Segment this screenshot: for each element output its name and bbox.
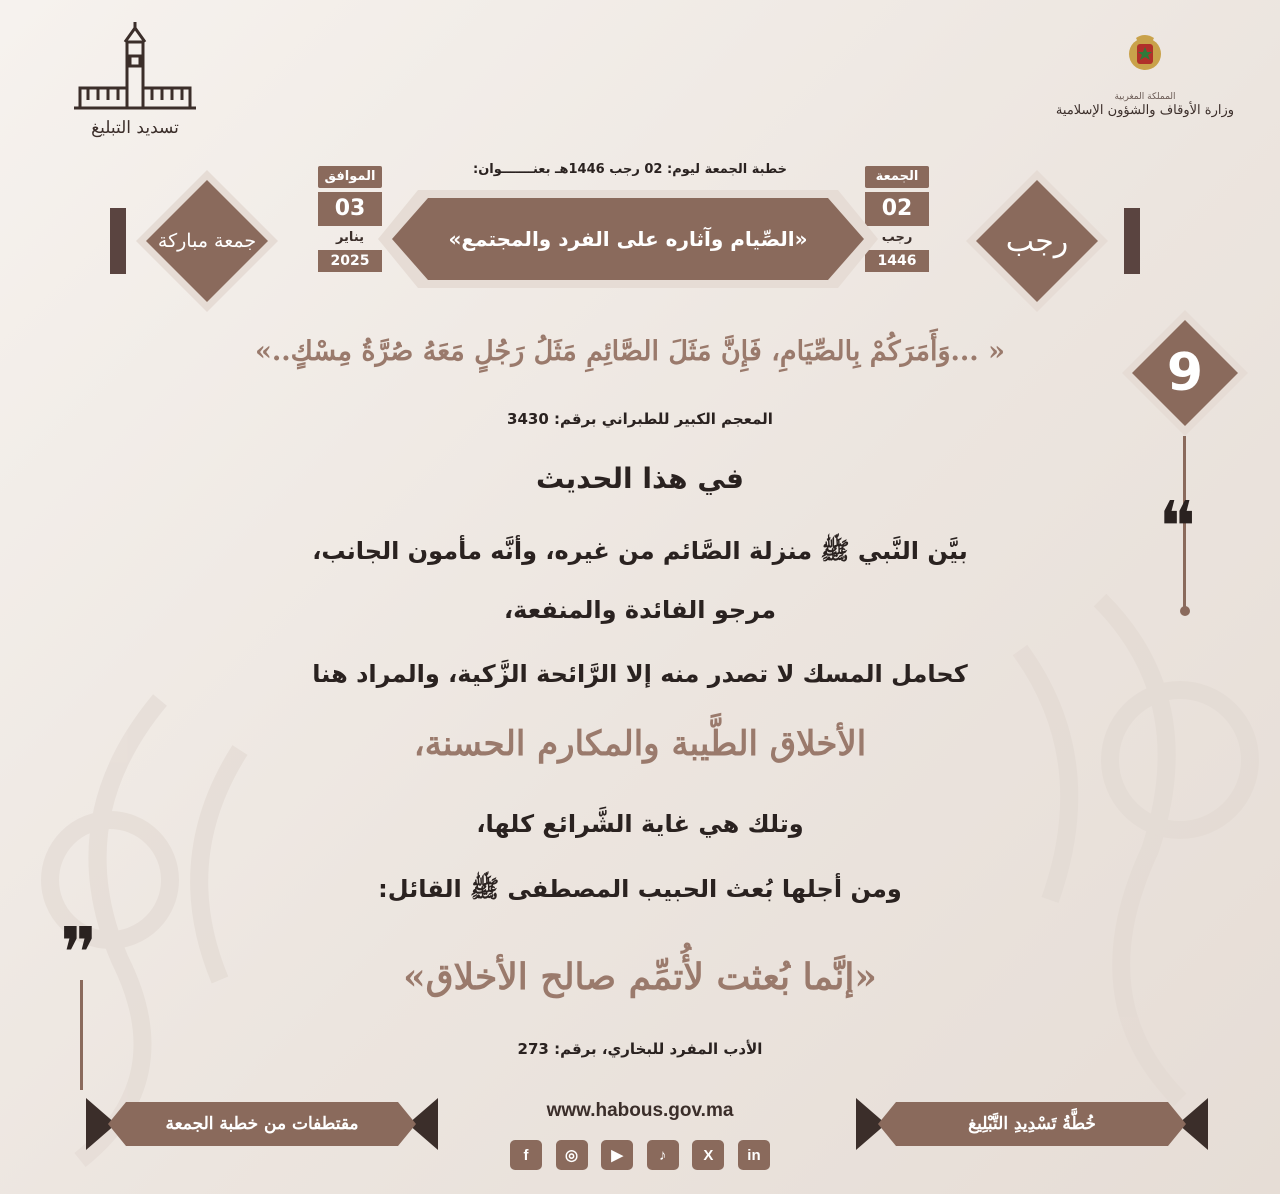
ministry-name: وزارة الأوقاف والشؤون الإسلامية (1055, 103, 1235, 118)
close-quote-icon: ❞ (60, 912, 98, 994)
x-icon[interactable]: X (692, 1140, 724, 1170)
blessed-friday-label: جمعة مباركة (157, 230, 257, 252)
greg-year: 2025 (318, 250, 382, 272)
content-line-4: كحامل المسك لا تصدر منه إلا الرَّائحة الزَّكية، والمراد هنا (312, 660, 968, 688)
item-number-badge (1120, 308, 1250, 438)
hadith-excerpt: « ...وَأَمَرَكُمْ بِالصِّيَامِ، فَإِنَّ مَثَلَ الصَّائِمِ مَثَلُ رَجُلٍ مَعَهُ صُرَّةُ مِسْكٍ..» (254, 336, 1005, 367)
tasdid-label: تسديد التبليغ (91, 118, 179, 138)
right-line-dot (1180, 606, 1190, 616)
greg-day: 03 (318, 192, 382, 226)
instagram-icon[interactable]: ◎ (556, 1140, 588, 1170)
content-line-3: مرجو الفائدة والمنفعة، (504, 596, 776, 624)
emblem-icon (1122, 30, 1168, 76)
open-quote-icon: ❝ (1158, 486, 1196, 568)
left-vertical-line (80, 980, 83, 1090)
social-links (510, 1140, 770, 1170)
hadith-quote-reference: الأدب المفرد للبخاري، برقم: 273 (517, 1040, 763, 1058)
hijri-day-name: الجمعة (865, 166, 929, 188)
hadith-reference: المعجم الكبير للطبراني برقم: 3430 (507, 410, 773, 428)
hadith-quote: «إنَّما بُعثت لأُتمِّم صالح الأخلاق» (403, 956, 877, 998)
greg-tab-label: الموافق (318, 166, 382, 188)
gregorian-date (318, 166, 382, 272)
youtube-icon[interactable]: ▶ (601, 1140, 633, 1170)
plan-banner (856, 1098, 1208, 1150)
plan-banner-label: خُطَّةُ تَسْدِيدِ التَّبْلِيغ (968, 1114, 1096, 1134)
hijri-month: رجب (881, 230, 913, 245)
content-line-2: بيَّن النَّبي ﷺ منزلة الصَّائم من غيره، وأنَّه مأمون الجانب، (312, 537, 968, 565)
tasdid-logo (70, 22, 200, 138)
excerpts-banner (86, 1098, 438, 1150)
item-number: 9 (1166, 343, 1204, 403)
content-highlight-line: الأخلاق الطَّيبة والمكارم الحسنة، (413, 724, 867, 764)
khutba-title: «الصِّيام وآثاره على الفرد والمجتمع» (448, 227, 808, 251)
tiktok-icon[interactable]: ♪ (647, 1140, 679, 1170)
content-line-7: ومن أجلها بُعث الحبيب المصطفى ﷺ القائل: (378, 875, 902, 903)
ministry-logo (1050, 30, 1240, 120)
rajab-label: رجب (1005, 223, 1069, 259)
content-line-6: وتلك هي غاية الشَّرائع كلها، (476, 810, 804, 838)
website-link[interactable]: www.habous.gov.ma (546, 1100, 734, 1121)
khutba-date-line: خطبة الجمعة ليوم: 02 رجب 1446هـ بعنـــــــوان: (473, 162, 787, 177)
hijri-day: 02 (865, 192, 929, 226)
khutba-title-banner (378, 190, 878, 288)
blessed-friday-badge (132, 166, 282, 316)
hijri-year: 1446 (865, 250, 929, 272)
excerpts-banner-label: مقتطفات من خطبة الجمعة (165, 1114, 359, 1134)
rajab-badge (962, 166, 1112, 316)
left-divider-bar (110, 208, 126, 274)
linkedin-icon[interactable]: in (738, 1140, 770, 1170)
content-line-1: في هذا الحديث (536, 462, 744, 495)
right-divider-bar (1124, 208, 1140, 274)
greg-month: يناير (335, 230, 365, 245)
facebook-icon[interactable]: f (510, 1140, 542, 1170)
kingdom-name: المملكة المغربية (1114, 92, 1176, 102)
mosque-icon (70, 22, 200, 112)
